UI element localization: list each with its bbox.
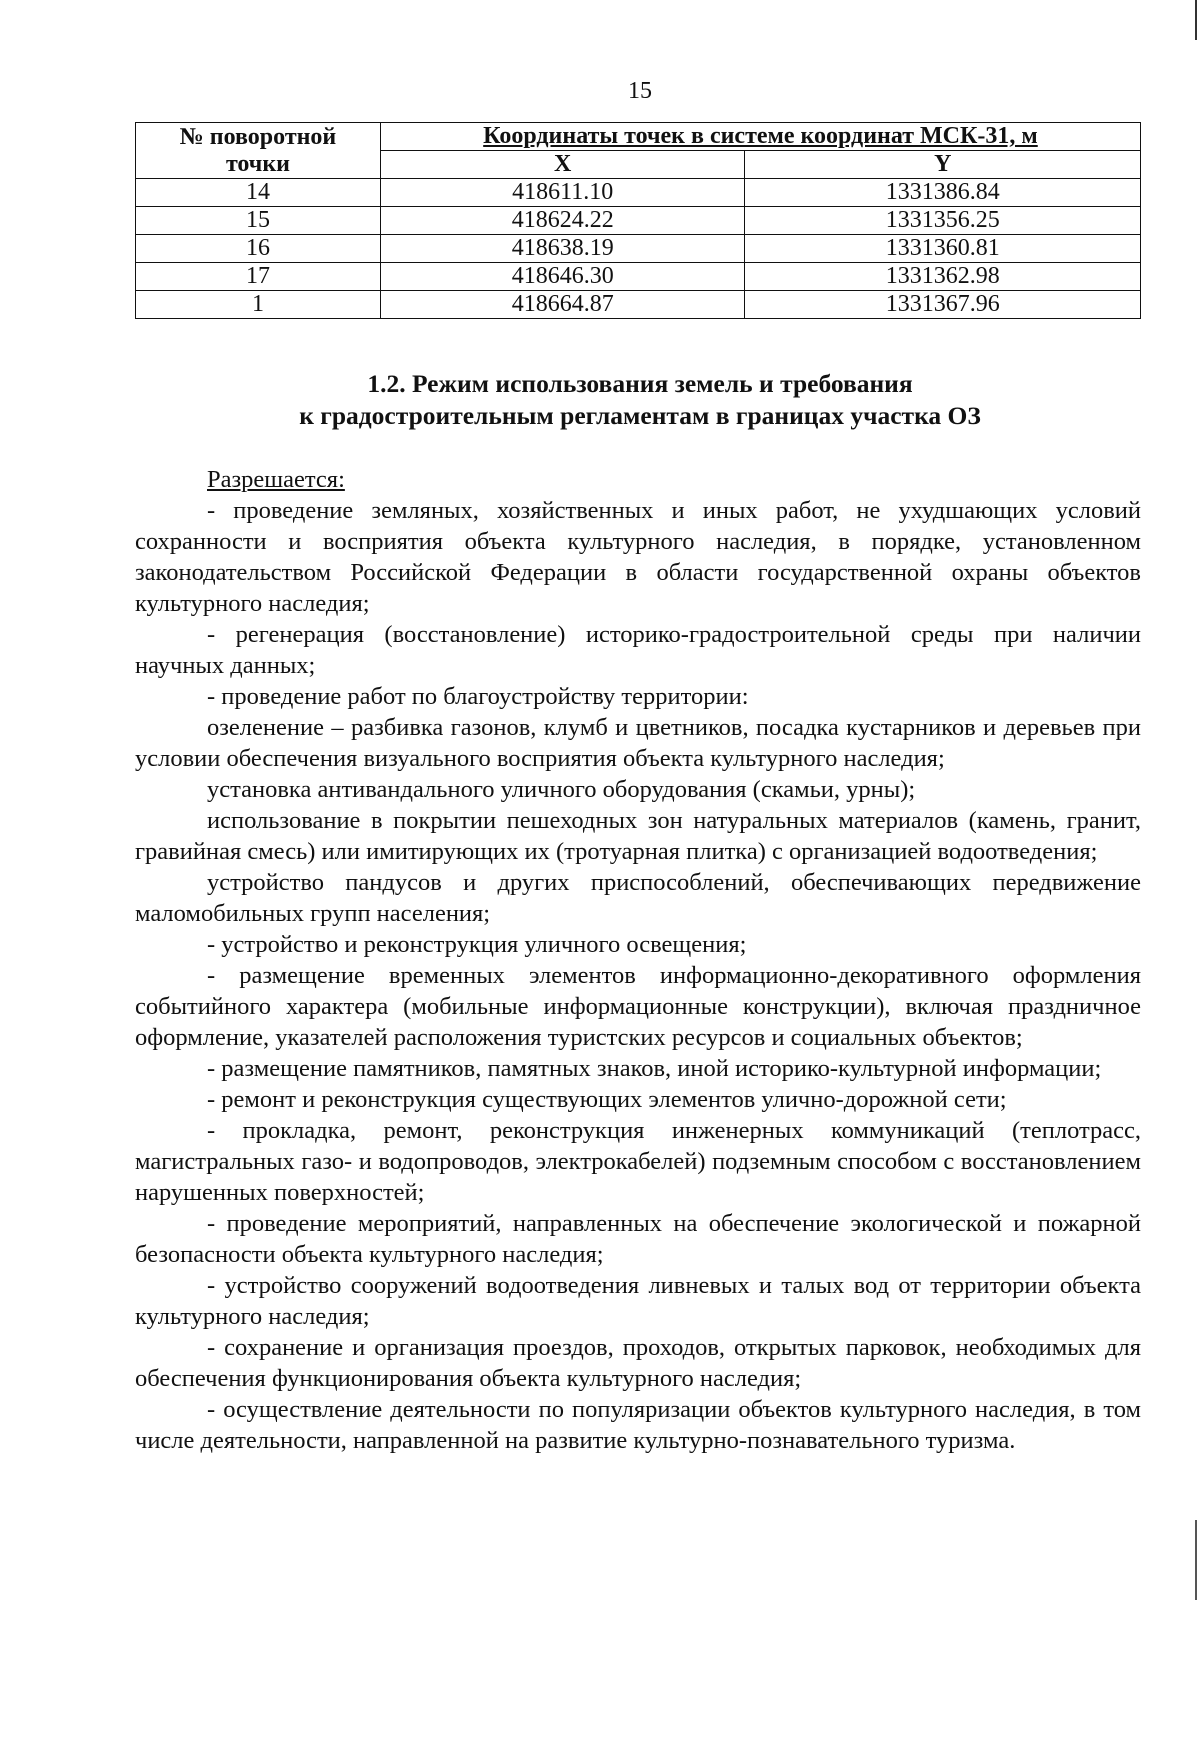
body-paragraph: использование в покрытии пешеходных зон натуральных материалов (камень, гранит, гравийная смесь) или имитирующих их (тротуарная плитка) с организацией водоотведения; — [135, 807, 1141, 865]
cell-y: 1331360.81 — [745, 235, 1141, 263]
scan-edge-mark — [1195, 1520, 1197, 1600]
body-paragraph: - проведение земляных, хозяйственных и иных работ, не ухудшающих условий сохранности и восприятия объекта культурного наследия, в порядке, установленном законодательством Российской Федерации в области государственной охраны объектов культурного наследия; — [135, 497, 1141, 617]
body-paragraph: - устройство сооружений водоотведения ливневых и талых вод от территории объекта культурного наследия; — [135, 1272, 1141, 1330]
cell-x: 418638.19 — [380, 235, 745, 263]
table-row — [136, 235, 1141, 263]
body-paragraph: - устройство и реконструкция уличного освещения; — [207, 931, 747, 958]
body-paragraph: устройство пандусов и других приспособлений, обеспечивающих передвижение маломобильных групп населения; — [135, 869, 1141, 927]
coordinates-table — [135, 122, 1141, 319]
page-number: 15 — [628, 78, 652, 104]
scan-edge-mark — [1195, 0, 1197, 40]
body-paragraph: - осуществление деятельности по популяризации объектов культурного наследия, в том числе деятельности, направленной на развитие культурно-познавательного туризма. — [135, 1396, 1141, 1454]
cell-y: 1331386.84 — [745, 179, 1141, 207]
body-paragraph: - размещение памятников, памятных знаков, иной историко-культурной информации; — [207, 1055, 1102, 1082]
cell-y: 1331367.96 — [745, 291, 1141, 319]
header-x: X — [380, 151, 745, 179]
header-point-number: № поворотной точки — [136, 123, 381, 179]
table-row — [136, 179, 1141, 207]
body-paragraph: - размещение временных элементов информационно-декоративного оформления событийного характера (мобильные информационные конструкции), включая праздничное оформление, указателей расположения туристских ресурсов и социальных объектов; — [135, 962, 1141, 1051]
body-paragraph: - проведение мероприятий, направленных на обеспечение экологической и пожарной безопасности объекта культурного наследия; — [135, 1210, 1141, 1268]
body-paragraph: - прокладка, ремонт, реконструкция инженерных коммуникаций (теплотрасс, магистральных газо- и водопроводов, электрокабелей) подземным способом с восстановлением нарушенных поверхностей; — [135, 1117, 1141, 1206]
cell-x: 418624.22 — [380, 207, 745, 235]
cell-point: 17 — [136, 263, 381, 291]
cell-y: 1331362.98 — [745, 263, 1141, 291]
table-row — [136, 263, 1141, 291]
body-paragraph: - проведение работ по благоустройству территории: — [207, 683, 749, 710]
table-header-row — [136, 123, 1141, 151]
header-coordinates-label: Координаты точек в системе координат МСК-31, м — [483, 123, 1038, 149]
header-y: Y — [745, 151, 1141, 179]
cell-point: 15 — [136, 207, 381, 235]
cell-point: 16 — [136, 235, 381, 263]
header-coordinates — [380, 123, 1140, 151]
body-paragraph: - сохранение и организация проездов, проходов, открытых парковок, необходимых для обеспечения функционирования объекта культурного наследия; — [135, 1334, 1141, 1392]
table-row — [136, 207, 1141, 235]
body-paragraph: - ремонт и реконструкция существующих элементов улично-дорожной сети; — [207, 1086, 1007, 1113]
body-paragraph: озеленение – разбивка газонов, клумб и цветников, посадка кустарников и деревьев при условии обеспечения визуального восприятия объекта культурного наследия; — [135, 714, 1141, 772]
section-title — [0, 368, 1200, 432]
table-row — [136, 291, 1141, 319]
section-title-line-1: 1.2. Режим использования земель и требования — [367, 369, 913, 398]
body-paragraph: - регенерация (восстановление) историко-градостроительной среды при наличии научных данных; — [135, 621, 1141, 679]
cell-x: 418611.10 — [380, 179, 745, 207]
section-title-line-2: к градостроительным регламентам в границах участка ОЗ — [299, 401, 981, 430]
section-body — [135, 464, 1141, 1456]
allowed-heading: Разрешается: — [207, 466, 345, 493]
cell-point: 14 — [136, 179, 381, 207]
cell-y: 1331356.25 — [745, 207, 1141, 235]
cell-x: 418664.87 — [380, 291, 745, 319]
cell-point: 1 — [136, 291, 381, 319]
cell-x: 418646.30 — [380, 263, 745, 291]
body-paragraph: установка антивандального уличного оборудования (скамьи, урны); — [207, 776, 916, 803]
